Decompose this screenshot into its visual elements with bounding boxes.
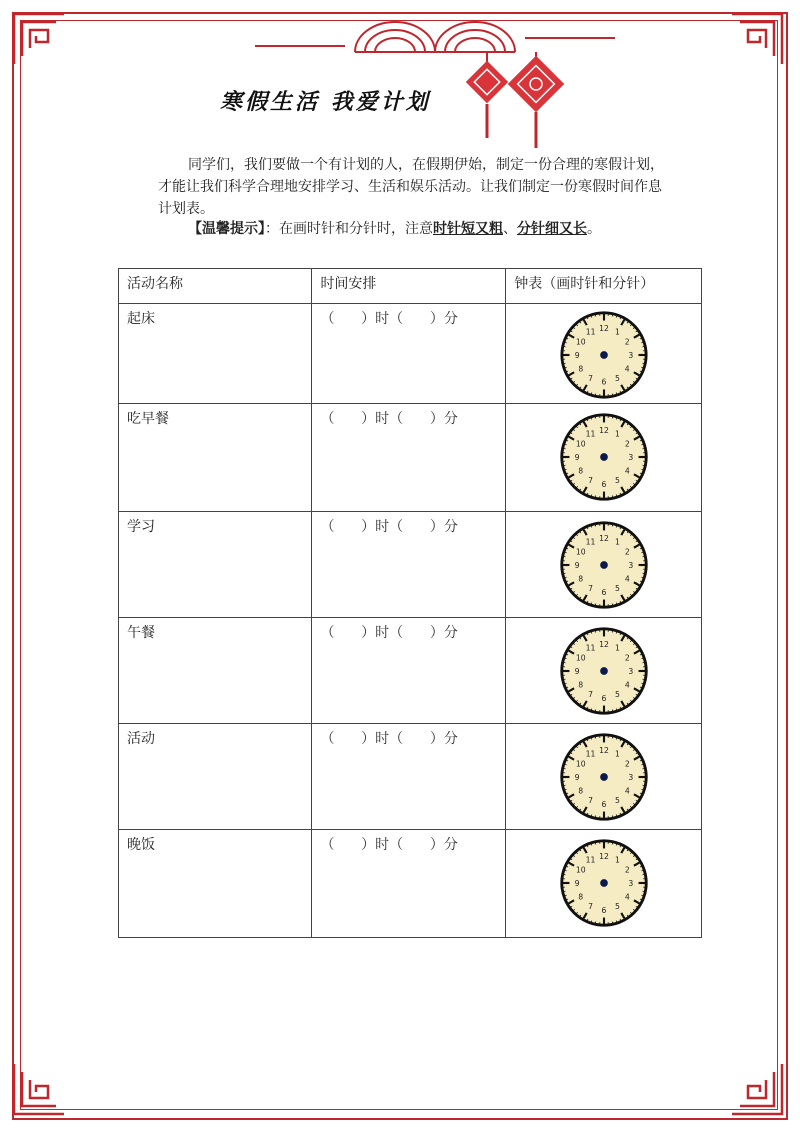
clock-number: 2 <box>624 337 630 347</box>
tip-end: 。 <box>587 221 601 237</box>
clock-center-dot <box>600 453 608 461</box>
clock-number: 11 <box>585 643 596 653</box>
clock-number: 4 <box>624 574 630 584</box>
clock-number: 9 <box>574 560 580 570</box>
page-title: 寒假生活 我爱计划 <box>220 89 431 115</box>
clock-number: 5 <box>614 476 620 486</box>
clock-number: 9 <box>574 878 580 888</box>
clock-number: 7 <box>587 690 593 700</box>
clock-face-icon[interactable] <box>556 730 652 824</box>
clock-number: 1 <box>614 327 620 337</box>
header-clock: 钟表（画时针和分针） <box>506 269 702 304</box>
header-activity: 活动名称 <box>119 269 312 304</box>
time-fill-in[interactable]: （ ）时（ ）分 <box>312 724 506 830</box>
clock-number: 10 <box>575 337 586 347</box>
clock-number: 4 <box>624 466 630 476</box>
activity-name: 吃早餐 <box>119 404 312 512</box>
clock-number: 3 <box>628 350 633 360</box>
clock-number: 7 <box>587 902 593 912</box>
clock-number: 12 <box>598 324 609 334</box>
corner-ornament-bottom-left <box>12 1062 66 1116</box>
clock-number: 3 <box>628 878 633 888</box>
clock-number: 5 <box>614 374 620 384</box>
chinese-knot-large-icon <box>508 52 564 152</box>
clock-cell <box>506 618 702 724</box>
clock-face-icon[interactable] <box>556 518 652 612</box>
clock-number: 4 <box>624 364 630 374</box>
activity-name: 晚饭 <box>119 830 312 938</box>
tip-minute-hand: 分针细又长 <box>517 221 587 237</box>
clock-number: 12 <box>598 640 609 649</box>
clock-number: 1 <box>614 855 620 865</box>
clock-number: 11 <box>585 327 596 337</box>
clock-number: 11 <box>585 749 596 759</box>
clock-number: 11 <box>585 429 596 439</box>
clock-number: 9 <box>574 452 580 462</box>
clock-number: 5 <box>614 690 620 700</box>
table-header-row <box>119 269 702 304</box>
clock-number: 8 <box>577 680 583 690</box>
clock-number: 4 <box>624 786 630 796</box>
clock-number: 12 <box>598 746 609 755</box>
clock-center-dot <box>600 351 608 359</box>
clock-number: 6 <box>601 377 607 387</box>
clock-number: 1 <box>614 429 620 439</box>
clock-number: 6 <box>601 587 607 597</box>
clock-face-icon[interactable] <box>556 310 652 400</box>
clock-number: 12 <box>598 426 609 435</box>
clock-cell <box>506 724 702 830</box>
clock-number: 8 <box>577 892 583 902</box>
clock-number: 8 <box>577 466 583 476</box>
schedule-table <box>118 268 702 938</box>
tip-text: ：在画时针和分针时，注意 <box>265 221 433 237</box>
clock-number: 3 <box>628 666 633 676</box>
tip-separator: 、 <box>503 221 517 237</box>
clock-number: 2 <box>624 865 630 875</box>
clock-number: 5 <box>614 902 620 912</box>
clock-center-dot <box>600 773 608 781</box>
clock-number: 3 <box>628 452 633 462</box>
clock-number: 10 <box>575 865 586 875</box>
time-fill-in[interactable]: （ ）时（ ）分 <box>312 304 506 404</box>
clock-number: 2 <box>624 759 630 769</box>
clock-cell <box>506 304 702 404</box>
tip-hour-hand: 时针短又粗 <box>433 221 503 237</box>
clock-number: 11 <box>585 537 596 547</box>
clock-number: 8 <box>577 574 583 584</box>
clock-face-icon[interactable] <box>556 836 652 930</box>
clock-number: 8 <box>577 364 583 374</box>
corner-ornament-bottom-right <box>730 1062 784 1116</box>
clock-number: 10 <box>575 759 586 769</box>
clock-number: 4 <box>624 680 630 690</box>
intro-paragraph: 同学们，我们要做一个有计划的人，在假期伊始，制定一份合理的寒假计划，才能让我们科学合理地安排学习、生活和娱乐活动。让我们制定一份寒假时间作息计划表。 <box>158 157 664 217</box>
activity-name: 午餐 <box>119 618 312 724</box>
clock-face-icon[interactable] <box>556 624 652 718</box>
corner-ornament-top-left <box>12 12 66 66</box>
clock-number: 10 <box>575 653 586 663</box>
clock-number: 5 <box>614 584 620 594</box>
clock-number: 2 <box>624 439 630 449</box>
clock-number: 6 <box>601 693 607 703</box>
clock-number: 12 <box>598 534 609 543</box>
clock-cell <box>506 512 702 618</box>
clock-center-dot <box>600 561 608 569</box>
table-row <box>119 830 702 938</box>
clock-cell <box>506 404 702 512</box>
clock-number: 3 <box>628 772 633 782</box>
activity-name: 起床 <box>119 304 312 404</box>
clock-number: 4 <box>624 892 630 902</box>
time-fill-in[interactable]: （ ）时（ ）分 <box>312 618 506 724</box>
activity-name: 活动 <box>119 724 312 830</box>
warm-tip <box>188 218 601 238</box>
clock-number: 6 <box>601 479 607 489</box>
clock-number: 1 <box>614 749 620 759</box>
clock-number: 7 <box>587 374 593 384</box>
chinese-knot-small-icon <box>462 52 512 142</box>
clock-number: 1 <box>614 643 620 653</box>
table-row <box>119 618 702 724</box>
time-fill-in[interactable]: （ ）时（ ）分 <box>312 830 506 938</box>
clock-number: 5 <box>614 796 620 806</box>
clock-center-dot <box>600 667 608 675</box>
clock-number: 10 <box>575 439 586 449</box>
clock-number: 9 <box>574 666 580 676</box>
table-row <box>119 724 702 830</box>
clock-cell <box>506 830 702 938</box>
clock-number: 7 <box>587 796 593 806</box>
clock-number: 2 <box>624 653 630 663</box>
header-time: 时间安排 <box>312 269 506 304</box>
clock-number: 7 <box>587 584 593 594</box>
time-fill-in[interactable]: （ ）时（ ）分 <box>312 404 506 512</box>
clock-number: 7 <box>587 476 593 486</box>
tip-label: 【温馨提示】 <box>188 221 265 237</box>
activity-name: 学习 <box>119 512 312 618</box>
table-row <box>119 512 702 618</box>
table-row <box>119 304 702 404</box>
clock-face-icon[interactable] <box>556 410 652 504</box>
table-row <box>119 404 702 512</box>
clock-number: 9 <box>574 350 580 360</box>
time-fill-in[interactable]: （ ）时（ ）分 <box>312 512 506 618</box>
clock-number: 8 <box>577 786 583 796</box>
clock-number: 11 <box>585 855 596 865</box>
clock-number: 6 <box>601 905 607 915</box>
clock-number: 3 <box>628 560 633 570</box>
clock-center-dot <box>600 879 608 887</box>
clock-number: 10 <box>575 547 586 557</box>
clock-number: 9 <box>574 772 580 782</box>
corner-ornament-top-right <box>730 12 784 66</box>
clock-number: 1 <box>614 537 620 547</box>
clock-number: 12 <box>598 852 609 861</box>
clock-number: 6 <box>601 799 607 809</box>
clock-number: 2 <box>624 547 630 557</box>
